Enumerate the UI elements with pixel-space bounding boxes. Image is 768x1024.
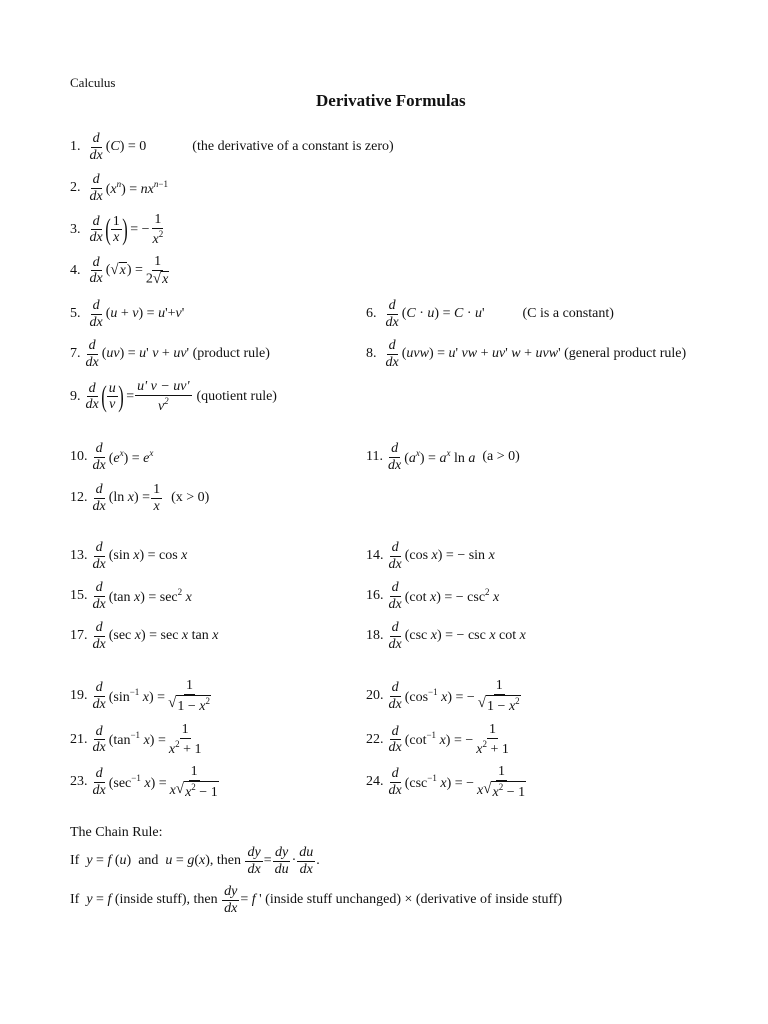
ddx-operator: d dx: [92, 580, 106, 612]
formula-number: 13.: [70, 548, 88, 564]
formula-17: 17. d dx (sec x) = sec x tan x: [70, 620, 219, 652]
formula-number: 16.: [366, 588, 384, 604]
course-label: Calculus: [70, 75, 116, 90]
ddx-operator: d dx: [388, 680, 402, 712]
formula-3: 3. d dx ( 1 x ) = − $\frac{1}{x^2}$: [70, 212, 164, 247]
formula-19: 19. d dx ($\sin^{-1}$ x) = 1 √ $1 - x^2$: [70, 678, 210, 714]
formula-note: (general product rule): [564, 346, 687, 362]
formula-1: 1. d dx (C) = 0 (the derivative of a constant is zero): [70, 131, 394, 163]
formula-18: 18. d dx (csc x) = − csc x cot x: [366, 620, 526, 652]
formula-note: (the derivative of a constant is zero): [192, 139, 394, 155]
ddx-operator: d dx: [388, 620, 402, 652]
formula-number: 10.: [70, 449, 88, 465]
ddx-operator: d dx: [385, 338, 399, 370]
formula-number: 2.: [70, 180, 81, 196]
ddx-operator: d dx: [387, 441, 402, 473]
ddx-operator: d dx: [89, 131, 103, 163]
formula-9: 9. d dx ( u v ) = $\frac{u' v - uv'}{v^2}$ (quotient rule): [70, 379, 277, 414]
formula-14: 14. d dx (cos x) = − sin x: [366, 540, 495, 572]
formula-number: 21.: [70, 731, 88, 747]
ddx-operator: d dx: [92, 482, 106, 514]
formula-number: 7.: [70, 346, 81, 362]
formula-16: 16. d dx (cot x) = − $\csc^2 x$: [366, 580, 500, 612]
formula-note: (quotient rule): [196, 388, 277, 404]
page-title: Derivative Formulas: [316, 91, 466, 110]
ddx-operator: d dx: [92, 540, 106, 572]
formula-12: 12. d dx (ln x) = $\frac{1}{x}$ (x > 0): [70, 482, 210, 514]
formula-21: 21. d dx ($\tan^{-1}$ x) = $\frac{1}{x^2 + 1}$: [70, 722, 202, 757]
formula-20: 20. d dx ($\cos^{-1}$ x) = − 1 √ $1 - x^2$: [366, 678, 520, 714]
formula-note: (product rule): [192, 346, 270, 362]
formula-5: 5. d dx (u + v) = u'+v': [70, 298, 185, 330]
formula-number: 23.: [70, 774, 88, 790]
ddx-operator: d dx: [92, 441, 106, 473]
chain-rule-line-2: If y = f (inside stuff), then $\frac{dy}{dx}$ = f ' (inside stuff unchanged) × (derivative of inside stuff): [70, 884, 563, 916]
formula-number: 9.: [70, 388, 81, 404]
ddx-operator: d dx: [92, 766, 106, 798]
formula-note: (C is a constant): [522, 306, 614, 322]
chain-rule-line-1: If y = f (u) and u = g(x) , then $\frac{dy}{dx}$ = $\frac{dy}{du}$ · du dx .: [70, 845, 320, 877]
formula-7: 7. d dx (uv) = u' v + uv' (product rule): [70, 338, 270, 370]
chain-if-label: If: [70, 853, 80, 869]
ddx-operator: d dx: [385, 298, 399, 330]
chain-rule-heading: The Chain Rule:: [70, 825, 163, 840]
chain-and-label: and: [138, 853, 159, 869]
formula-number: 3.: [70, 221, 81, 237]
formula-number: 20.: [366, 688, 384, 704]
formula-number: 17.: [70, 628, 88, 644]
formula-11: 11. d dx $(a^x) = a^x$ ln a (a > 0): [366, 441, 520, 473]
ddx-operator: d dx: [92, 680, 106, 712]
formula-number: 14.: [366, 548, 384, 564]
ddx-operator: d dx: [388, 540, 402, 572]
formula-13: 13. d dx (sin x) = cos x: [70, 540, 188, 572]
ddx-operator: d dx: [89, 254, 103, 287]
formula-number: 4.: [70, 262, 81, 278]
formula-number: 19.: [70, 688, 88, 704]
ddx-operator: d dx: [92, 723, 106, 756]
formula-22: 22. d dx ($\cot^{-1}$ x) = − $\frac{1}{x^2 + 1}$: [366, 722, 509, 757]
formula-number: 8.: [366, 346, 377, 362]
ddx-operator: d dx: [92, 620, 106, 652]
ddx-operator: d dx: [388, 766, 402, 798]
formula-23: 23. d dx ($\sec^{-1}$ x) = 1 x √ $x^2 - 1$: [70, 764, 218, 800]
ddx-operator: d dx: [89, 298, 103, 330]
ddx-operator: d dx: [85, 338, 99, 370]
formula-2: 2. d dx $(x^n) = nx^{n-1}$: [70, 172, 168, 204]
formula-number: 5.: [70, 306, 81, 322]
formula-number: 1.: [70, 139, 81, 155]
ddx-operator: d dx: [89, 172, 103, 204]
formula-10: 10. d dx $(e^x) = e^x$: [70, 441, 154, 473]
formula-number: 18.: [366, 628, 384, 644]
ddx-operator: d dx: [89, 213, 103, 246]
chain-if-label: If: [70, 892, 80, 908]
formula-6: 6. d dx (C · u) = C · u' (C is a constant): [366, 298, 614, 330]
chain-inside-label: (inside stuff), then: [114, 892, 218, 908]
formula-number: 15.: [70, 588, 88, 604]
formula-number: 6.: [366, 306, 377, 322]
formula-note: (x > 0): [171, 490, 210, 506]
formula-4: 4. d dx ( √ x ) = 1 2 √ x: [70, 254, 169, 287]
ddx-operator: d dx: [388, 723, 402, 756]
formula-15: 15. d dx (tan $x) = \sec^2 x$: [70, 580, 192, 612]
ddx-operator: d dx: [85, 380, 99, 413]
ddx-operator: d dx: [388, 580, 402, 612]
chain-then-label: , then: [209, 853, 241, 869]
formula-8: 8. d dx (uvw) = u' vw + uv' w + uvw' (general product rule): [366, 338, 687, 370]
formula-24: 24. d dx ($\csc^{-1}$ x) = − 1 x √ $x^2 - 1$: [366, 764, 526, 800]
formula-number: 12.: [70, 490, 88, 506]
chain-tail-label: (inside stuff unchanged) × (derivative of inside stuff): [265, 892, 563, 908]
formula-number: 22.: [366, 731, 384, 747]
formula-note: (a > 0): [482, 449, 520, 465]
formula-number: 24.: [366, 774, 384, 790]
formula-number: 11.: [366, 449, 383, 465]
